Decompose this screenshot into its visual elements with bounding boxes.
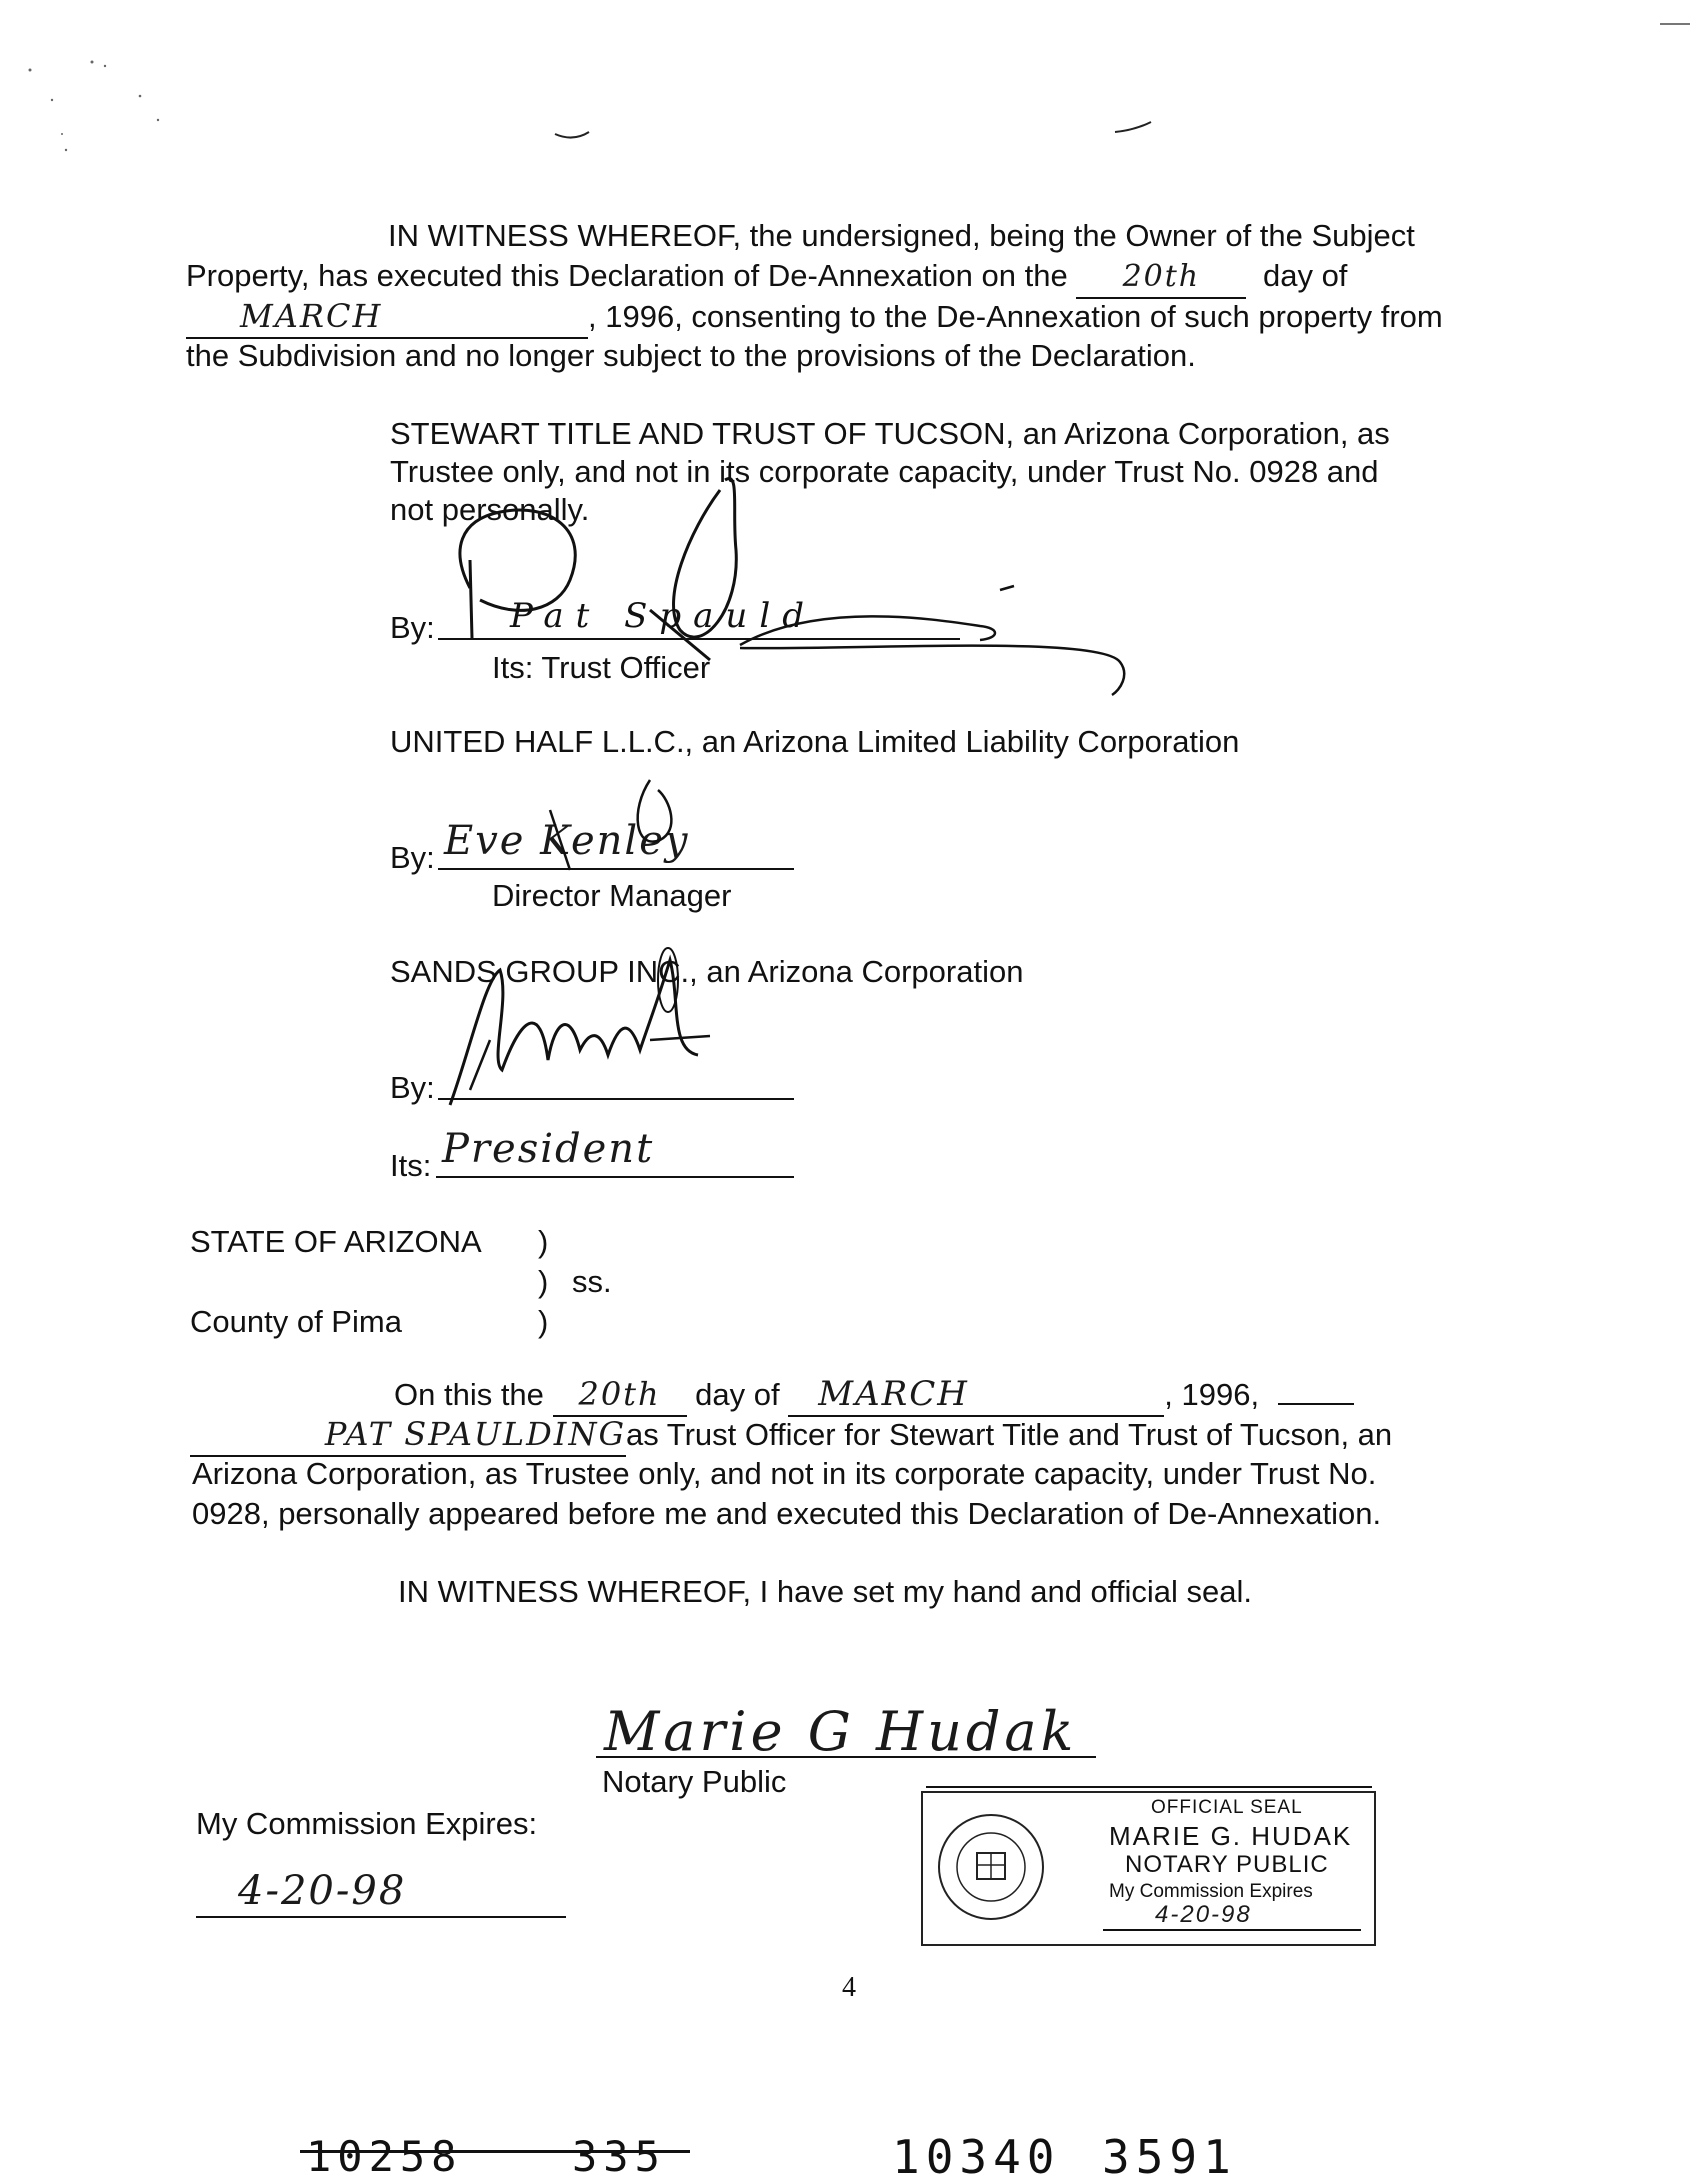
ack-month-blank bbox=[788, 1374, 1164, 1417]
ack-line-3: Arizona Corporation, as Trustee only, and not in its corporate capacity, under Trust No. bbox=[192, 1456, 1377, 1491]
notary-seal-emblem bbox=[933, 1807, 1053, 1927]
united-by-label: By: bbox=[390, 840, 435, 875]
stewart-its-label: Its: Trust Officer bbox=[492, 650, 711, 685]
notary-signature-line bbox=[596, 1756, 1096, 1758]
ack-day-blank bbox=[553, 1374, 687, 1417]
witness-day-handwritten: 20th bbox=[1122, 259, 1201, 294]
stewart-line-3: not personally. bbox=[390, 492, 590, 527]
stamp-heading: OFFICIAL SEAL bbox=[1151, 1797, 1303, 1818]
venue-paren-1: ) bbox=[538, 1224, 549, 1259]
commission-date-line bbox=[196, 1916, 566, 1918]
witness-text-2b: day of bbox=[1262, 258, 1348, 293]
stamp-name: MARIE G. HUDAK bbox=[1109, 1821, 1353, 1851]
witness-line-3 bbox=[186, 296, 1443, 339]
ack-text-1b: day of bbox=[695, 1377, 780, 1412]
notary-signature: Marie G Hudak bbox=[604, 1700, 1078, 1763]
ack-name-handwritten: PAT SPAULDING bbox=[324, 1415, 626, 1453]
ack-trailing-blank bbox=[1278, 1403, 1354, 1405]
footer-docket: 10340 bbox=[892, 2130, 1061, 2184]
witness-text-3: , 1996, consenting to the De-Annexation of such property from bbox=[588, 299, 1443, 334]
footer-struck-a: 10258 bbox=[306, 2132, 463, 2181]
ack-line-2 bbox=[190, 1414, 1392, 1457]
sands-its-label: Its: bbox=[390, 1148, 432, 1183]
sands-line: SANDS GROUP INC., an Arizona Corporation bbox=[390, 954, 1024, 989]
ack-line-4: 0928, personally appeared before me and executed this Declaration of De-Annexation. bbox=[192, 1496, 1382, 1531]
stamp-expires-label: My Commission Expires bbox=[1109, 1881, 1313, 1902]
ack-text-1a: On this the bbox=[394, 1377, 544, 1412]
ack-month-handwritten: MARCH bbox=[818, 1374, 969, 1414]
witness-line-2 bbox=[186, 256, 1347, 299]
stewart-signature-graphic bbox=[440, 450, 1140, 710]
stewart-by-label: By: bbox=[390, 610, 435, 645]
commission-date: 4-20-98 bbox=[238, 1868, 407, 1914]
witness-month-blank bbox=[186, 296, 588, 339]
ack-text-1c: , 1996, bbox=[1164, 1377, 1260, 1412]
footer-page: 3591 bbox=[1102, 2130, 1237, 2184]
witness-line-1: IN WITNESS WHEREOF, the undersigned, being the Owner of the Subject bbox=[388, 218, 1415, 253]
witness-text-2a: Property, has executed this Declaration of De-Annexation on the bbox=[186, 258, 1068, 293]
sands-signature bbox=[430, 940, 730, 1130]
ack-line-1 bbox=[394, 1374, 1354, 1417]
footer-struck-b: 335 bbox=[572, 2132, 666, 2181]
venue-state: STATE OF ARIZONA bbox=[190, 1224, 482, 1259]
united-signature-graphic bbox=[540, 770, 740, 890]
scan-marks bbox=[0, 0, 1696, 170]
stamp-expires-date: 4-20-98 bbox=[1155, 1901, 1252, 1928]
witness-line-4: the Subdivision and no longer subject to the provisions of the Declaration. bbox=[186, 338, 1196, 373]
page-number: 4 bbox=[842, 1972, 856, 2003]
ack-day-handwritten: 20th bbox=[578, 1375, 661, 1413]
united-title: Director Manager bbox=[492, 878, 732, 913]
venue-paren-2: ) bbox=[538, 1264, 549, 1299]
sands-by-label: By: bbox=[390, 1070, 435, 1105]
stamp-title: NOTARY PUBLIC bbox=[1125, 1851, 1329, 1878]
ack-text-2: as Trust Officer for Stewart Title and Trust of Tucson, an bbox=[626, 1417, 1393, 1452]
commission-label: My Commission Expires: bbox=[196, 1806, 538, 1841]
notary-label: Notary Public bbox=[602, 1764, 787, 1799]
stewart-line-2: Trustee only, and not in its corporate capacity, under Trust No. 0928 and bbox=[390, 454, 1379, 489]
united-signature: Eve Kenley bbox=[444, 818, 690, 864]
notary-stamp bbox=[921, 1791, 1376, 1946]
venue-county: County of Pima bbox=[190, 1304, 402, 1339]
footer-strike-line bbox=[300, 2150, 690, 2153]
stewart-line-1: STEWART TITLE AND TRUST OF TUCSON, an Arizona Corporation, as bbox=[390, 416, 1390, 451]
scan-speckle bbox=[0, 0, 1696, 170]
venue-ss: ss. bbox=[572, 1264, 612, 1299]
united-line: UNITED HALF L.L.C., an Arizona Limited Liability Corporation bbox=[390, 724, 1240, 759]
witness-month-handwritten: MARCH bbox=[240, 297, 383, 335]
sands-its-handwritten: President bbox=[442, 1126, 655, 1172]
stewart-signature-text: Pat Spauld bbox=[510, 596, 816, 636]
stamp-top-line bbox=[926, 1786, 1372, 1788]
ack-name-blank bbox=[190, 1414, 626, 1457]
stamp-expires-line bbox=[1103, 1929, 1361, 1931]
witness-day-blank bbox=[1076, 256, 1246, 299]
venue-paren-3: ) bbox=[538, 1304, 549, 1339]
sands-its-line bbox=[436, 1176, 794, 1178]
seal-statement: IN WITNESS WHEREOF, I have set my hand and official seal. bbox=[398, 1574, 1252, 1609]
